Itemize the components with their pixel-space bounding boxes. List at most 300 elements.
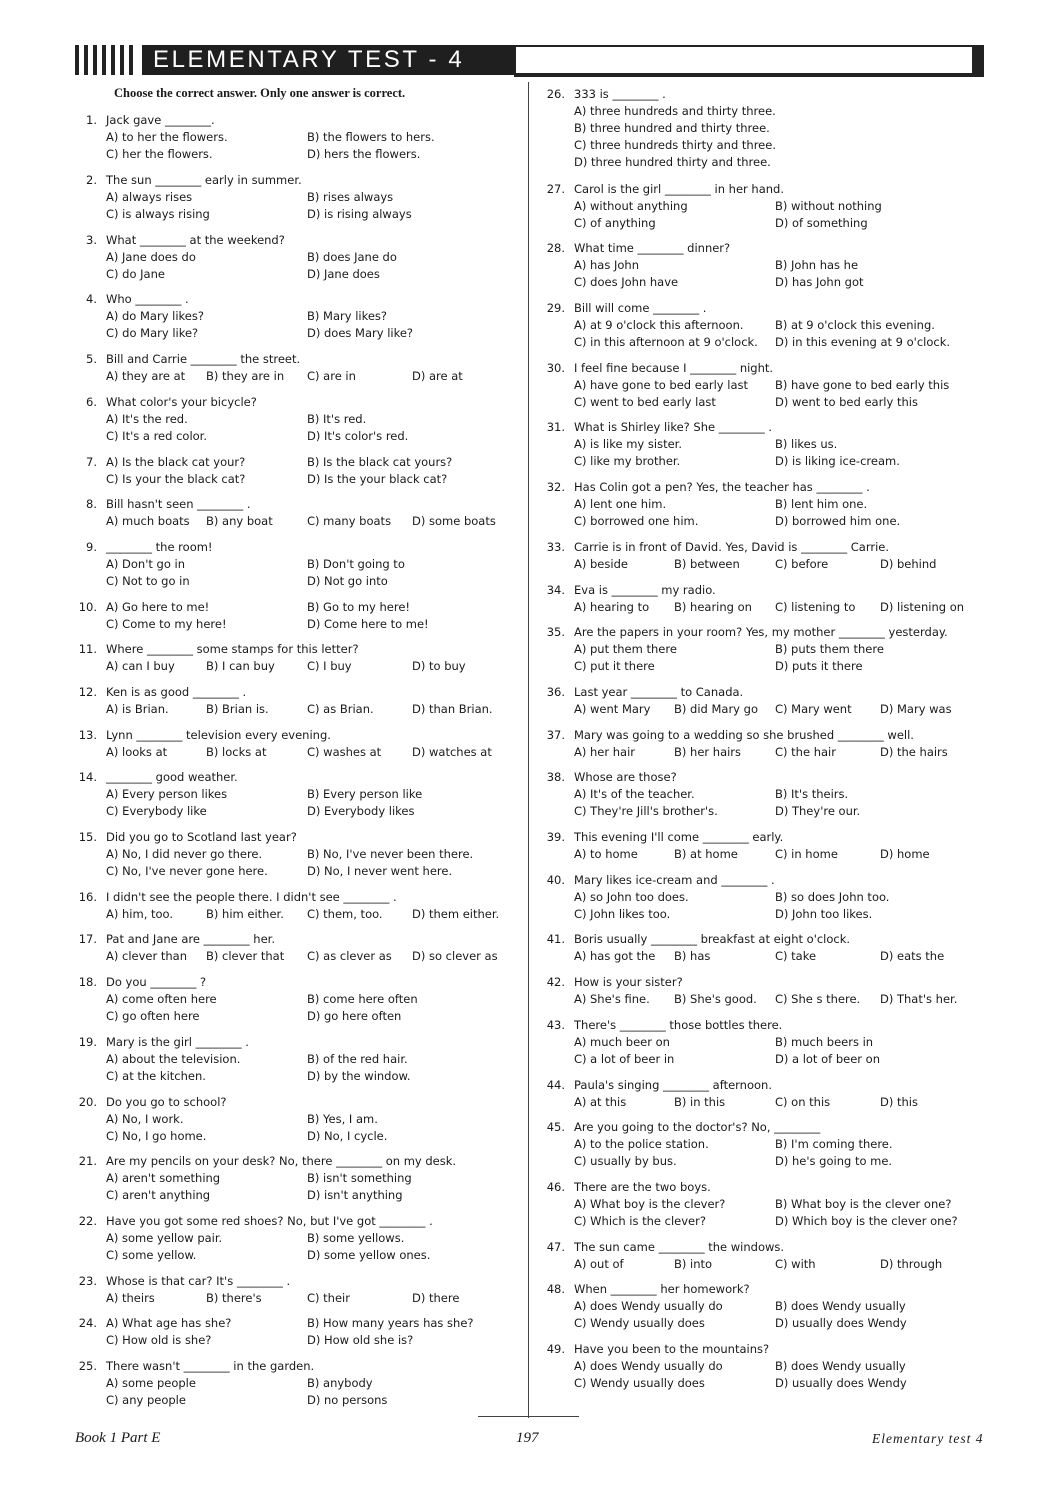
question-31 [543,419,988,473]
answer-option-a[interactable]: A) to the police station. [574,1137,709,1151]
title-bar-frame [514,45,984,77]
question-28 [543,240,988,294]
answer-option-b[interactable]: B) Is the black cat yours? [307,455,453,469]
question-stem: Do you ________ ? [106,975,207,989]
answer-option-c[interactable]: C) Wendy usually does [574,1316,705,1330]
answer-option-a[interactable]: A) some yellow pair. [106,1231,223,1245]
answer-option-c[interactable]: C) on this [775,1095,831,1109]
answer-option-c[interactable]: C) at the kitchen. [106,1069,206,1083]
question-stem: Mary likes ice-cream and ________ . [574,873,775,887]
question-number: 5. [86,352,97,366]
answer-option-d[interactable]: D) It's color's red. [307,429,409,443]
question-43 [543,1017,988,1071]
answer-option-c[interactable]: C) Not to go in [106,574,190,588]
question-stem: There are the two boys. [574,1180,711,1194]
answer-option-b[interactable]: B) into [674,1257,713,1271]
answer-option-c[interactable]: C) Mary went [775,702,852,716]
question-stem: Who ________ . [106,292,189,306]
answer-option-d[interactable]: D) borrowed him one. [775,514,901,528]
answer-option-b[interactable]: B) John has he [775,258,859,272]
answer-option-b[interactable]: B) hearing on [674,600,752,614]
answer-option-d[interactable]: D) isn't anything [307,1188,403,1202]
answer-option-a[interactable]: A) to her the flowers. [106,130,228,144]
answer-option-a[interactable]: A) has got the [574,949,656,963]
answer-option-a[interactable]: A) Don't go in [106,557,185,571]
answer-option-a[interactable]: A) aren't something [106,1171,221,1185]
answer-option-b[interactable]: B) Yes, I am. [307,1112,378,1126]
answer-option-c[interactable]: C) went to bed early last [574,395,716,409]
question-stem: I feel fine because I ________ night. [574,361,774,375]
answer-option-a[interactable]: A) does Wendy usually do [574,1359,723,1373]
answer-option-a[interactable]: A) put them there [574,642,677,656]
question-number: 26. [546,87,565,101]
answer-option-a[interactable]: A) is like my sister. [574,437,682,451]
question-21 [75,1153,515,1207]
answer-option-b[interactable]: B) Every person like [307,787,423,801]
question-40 [543,872,988,926]
question-number: 38. [546,770,565,784]
answer-option-c[interactable]: C) Everybody like [106,804,207,818]
answer-option-d[interactable]: D) so clever as [412,949,498,963]
answer-option-c[interactable]: C) They're Jill's brother's. [574,804,718,818]
question-number: 39. [546,830,565,844]
answer-option-b[interactable]: B) him either. [206,907,284,921]
answer-option-c[interactable]: C) No, I've never gone here. [106,864,268,878]
answer-option-d[interactable]: D) in this evening at 9 o'clock. [775,335,951,349]
answer-option-a[interactable]: A) clever than [106,949,187,963]
answer-option-b[interactable]: B) in this [674,1095,726,1109]
answer-option-b[interactable]: B) at 9 o'clock this evening. [775,318,935,332]
answer-option-b[interactable]: B) She's good. [674,992,757,1006]
question-stem: I didn't see the people there. I didn't see ________ . [106,890,397,904]
answer-option-b[interactable]: B) No, I've never been there. [307,847,474,861]
question-22 [75,1213,515,1267]
answer-option-d[interactable]: D) by the window. [307,1069,411,1083]
answer-option-a[interactable]: A) about the television. [106,1052,241,1066]
question-stem: How is your sister? [574,975,683,989]
answer-option-c[interactable]: C) No, I go home. [106,1129,207,1143]
answer-option-a[interactable]: A) do Mary likes? [106,309,204,323]
question-26 [543,86,988,174]
answer-option-c[interactable]: C) in home [775,847,838,861]
answer-option-b[interactable]: B) puts them there [775,642,884,656]
answer-option-c[interactable]: C) three hundreds thirty and three. [574,138,776,152]
answer-option-b[interactable]: B) her hairs [674,745,742,759]
answer-option-a[interactable]: A) Go here to me! [106,600,210,614]
question-number: 34. [546,583,565,597]
answer-option-c[interactable]: C) do Mary like? [106,326,199,340]
answer-option-d[interactable]: D) No, I cycle. [307,1129,388,1143]
answer-option-a[interactable]: A) her hair [574,745,636,759]
answer-option-a[interactable]: A) looks at [106,745,168,759]
answer-option-d[interactable]: D) of something [775,216,868,230]
question-3 [75,232,515,286]
answer-option-a[interactable]: A) She's fine. [574,992,650,1006]
answer-option-b[interactable]: B) there's [206,1291,262,1305]
answer-option-c[interactable]: C) Is your the black cat? [106,472,246,486]
answer-option-a[interactable]: A) beside [574,557,628,571]
question-stem: There wasn't ________ in the garden. [106,1359,315,1373]
footer-book: Book 1 Part E [75,1430,161,1446]
answer-option-c[interactable]: C) John likes too. [574,907,671,921]
answer-option-c[interactable]: C) I buy [307,659,352,673]
question-number: 43. [546,1018,565,1032]
answer-option-d[interactable]: D) go here often [307,1009,402,1023]
question-number: 30. [546,361,565,375]
answer-option-d[interactable]: D) he's going to me. [775,1154,893,1168]
answer-option-c[interactable]: C) like my brother. [574,454,681,468]
question-number: 17. [78,932,97,946]
answer-option-a[interactable]: A) Every person likes [106,787,228,801]
answer-option-a[interactable]: A) No, I work. [106,1112,184,1126]
answer-option-a[interactable]: A) to home [574,847,638,861]
answer-option-a[interactable]: A) It's of the teacher. [574,787,695,801]
answer-option-a[interactable]: A) theirs [106,1291,155,1305]
answer-option-d[interactable]: D) some boats [412,514,496,528]
answer-option-b[interactable]: B) does Wendy usually [775,1299,906,1313]
question-number: 29. [546,301,565,315]
question-number: 33. [546,540,565,554]
answer-option-c[interactable]: C) Wendy usually does [574,1376,705,1390]
question-49 [543,1341,988,1395]
question-number: 16. [78,890,97,904]
answer-option-b[interactable]: B) lent him one. [775,497,868,511]
answer-option-b[interactable]: B) anybody [307,1376,373,1390]
question-25 [75,1358,515,1412]
answer-option-a[interactable]: A) so John too does. [574,890,689,904]
answer-option-a[interactable]: A) out of [574,1257,624,1271]
answer-option-c[interactable]: C) usually by bus. [574,1154,677,1168]
question-number: 9. [86,540,97,554]
answer-option-b[interactable]: B) have gone to bed early this [775,378,950,392]
answer-option-a[interactable]: A) hearing to [574,600,650,614]
question-stem: Where ________ some stamps for this letter? [106,642,359,656]
answer-option-a[interactable]: A) Is the black cat your? [106,455,246,469]
answer-option-b[interactable]: B) without nothing [775,199,882,213]
answer-option-b[interactable]: B) It's red. [307,412,367,426]
question-stem: Eva is ________ my radio. [574,583,716,597]
bottom-rule [478,1416,579,1417]
answer-option-a[interactable]: A) What boy is the clever? [574,1197,726,1211]
answer-option-d[interactable]: D) a lot of beer on [775,1052,880,1066]
question-stem: ________ the room! [106,540,213,554]
answer-option-a[interactable]: A) has John [574,258,639,272]
answer-option-a[interactable]: A) have gone to bed early last [574,378,749,392]
answer-option-a[interactable]: A) always rises [106,190,193,204]
question-number: 8. [86,497,97,511]
question-stem: The sun ________ early in summer. [106,173,302,187]
answer-option-d[interactable]: D) has John got [775,275,864,289]
question-48 [543,1281,988,1335]
question-20 [75,1094,515,1148]
answer-option-a[interactable]: A) much boats [106,514,190,528]
answer-option-c[interactable]: C) a lot of beer in [574,1052,675,1066]
question-number: 36. [546,685,565,699]
question-stem: Whose is that car? It's ________ . [106,1274,291,1288]
answer-option-d[interactable]: D) the hairs [880,745,948,759]
question-number: 19. [78,1035,97,1049]
answer-option-b[interactable]: B) Mary likes? [307,309,388,323]
answer-option-d[interactable]: D) Which boy is the clever one? [775,1214,958,1228]
question-stem: What color's your bicycle? [106,395,257,409]
question-46 [543,1179,988,1233]
question-number: 35. [546,625,565,639]
answer-option-c[interactable]: C) Come to my here! [106,617,227,631]
answer-option-b[interactable]: B) three hundred and thirty three. [574,121,770,135]
answer-option-c[interactable]: C) some yellow. [106,1248,197,1262]
question-number: 21. [78,1154,97,1168]
answer-option-d[interactable]: D) Is the your black cat? [307,472,448,486]
answer-option-b[interactable]: B) Don't going to [307,557,405,571]
answer-option-a[interactable]: A) him, too. [106,907,174,921]
column-divider [528,82,529,1418]
question-stem: Paula's singing ________ afternoon. [574,1078,772,1092]
answer-option-b[interactable]: B) they are in [206,369,285,383]
question-number: 44. [546,1078,565,1092]
answer-option-c[interactable]: C) put it there [574,659,655,673]
answer-option-c[interactable]: C) as Brian. [307,702,374,716]
question-stem: Are the papers in your room? Yes, my mother ________ yesterday. [574,625,948,639]
instruction-text: Choose the correct answer. Only one answer is correct. [114,86,406,100]
question-number: 14. [78,770,97,784]
answer-option-d[interactable]: D) them either. [412,907,500,921]
question-38 [543,769,988,823]
answer-option-c[interactable]: C) does John have [574,275,679,289]
question-number: 1. [86,113,97,127]
answer-option-a[interactable]: A) What age has she? [106,1316,232,1330]
answer-option-a[interactable]: A) at 9 o'clock this afternoon. [574,318,744,332]
answer-option-b[interactable]: B) much beers in [775,1035,874,1049]
answer-option-b[interactable]: B) between [674,557,740,571]
question-stem: Are you going to the doctor's? No, ________ [574,1120,821,1134]
answer-option-c[interactable]: C) go often here [106,1009,200,1023]
answer-option-d[interactable]: D) three hundred thirty and three. [574,155,771,169]
question-35 [543,624,988,678]
answer-option-c[interactable]: C) before [775,557,829,571]
answer-option-a[interactable]: A) they are at [106,369,186,383]
question-9 [75,539,515,593]
question-number: 42. [546,975,565,989]
answer-option-d[interactable]: D) behind [880,557,937,571]
answer-option-b[interactable]: B) locks at [206,745,267,759]
question-number: 28. [546,241,565,255]
question-stem: Carol is the girl ________ in her hand. [574,182,785,196]
question-14 [75,769,515,823]
answer-option-b[interactable]: B) the flowers to hers. [307,130,435,144]
answer-option-c[interactable]: C) She s there. [775,992,861,1006]
question-stem: 333 is ________ . [574,87,666,101]
answer-option-d[interactable]: D) That's her. [880,992,958,1006]
answer-option-b[interactable]: B) does Jane do [307,250,397,264]
answer-option-a[interactable]: A) Jane does do [106,250,196,264]
answer-option-d[interactable]: D) is rising always [307,207,412,221]
answer-option-d[interactable]: D) than Brian. [412,702,493,716]
answer-option-b[interactable]: B) clever that [206,949,285,963]
question-19 [75,1034,515,1088]
question-45 [543,1119,988,1173]
answer-option-b[interactable]: B) I'm coming there. [775,1137,893,1151]
answer-option-c[interactable]: C) Which is the clever? [574,1214,706,1228]
question-stem: Carrie is in front of David. Yes, David is ________ Carrie. [574,540,889,554]
answer-option-d[interactable]: D) watches at [412,745,492,759]
answer-option-d[interactable]: D) through [880,1257,943,1271]
answer-option-c[interactable]: C) are in [307,369,356,383]
answer-option-c[interactable]: C) do Jane [106,267,165,281]
question-number: 20. [78,1095,97,1109]
question-1 [75,112,515,166]
question-27 [543,181,988,235]
answer-option-d[interactable]: D) eats the [880,949,945,963]
answer-option-b[interactable]: B) I can buy [206,659,275,673]
answer-option-d[interactable]: D) does Mary like? [307,326,414,340]
answer-option-d[interactable]: D) John too likes. [775,907,873,921]
question-number: 6. [86,395,97,409]
answer-option-c[interactable]: C) borrowed one him. [574,514,699,528]
answer-option-c[interactable]: C) washes at [307,745,382,759]
question-number: 45. [546,1120,565,1134]
answer-option-d[interactable]: D) no persons [307,1393,388,1407]
answer-option-d[interactable]: D) are at [412,369,463,383]
question-number: 10. [78,600,97,614]
question-stem: Mary is the girl ________ . [106,1035,249,1049]
question-number: 40. [546,873,565,887]
question-stem: Did you go to Scotland last year? [106,830,297,844]
question-stem: When ________ her homework? [574,1282,750,1296]
answer-option-b[interactable]: B) What boy is the clever one? [775,1197,952,1211]
answer-option-d[interactable]: D) usually does Wendy [775,1316,907,1330]
answer-option-b[interactable]: B) of the red hair. [307,1052,408,1066]
answer-option-b[interactable]: B) isn't something [307,1171,412,1185]
question-stem: What time ________ dinner? [574,241,731,255]
answer-option-b[interactable]: B) likes us. [775,437,838,451]
answer-option-b[interactable]: B) It's theirs. [775,787,849,801]
question-30 [543,360,988,414]
answer-option-c[interactable]: C) is always rising [106,207,210,221]
question-stem: There's ________ those bottles there. [574,1018,783,1032]
answer-option-c[interactable]: C) with [775,1257,816,1271]
answer-option-d[interactable]: D) some yellow ones. [307,1248,431,1262]
question-number: 27. [546,182,565,196]
answer-option-d[interactable]: D) Not go into [307,574,388,588]
answer-option-d[interactable]: D) hers the flowers. [307,147,421,161]
answer-option-b[interactable]: B) How many years has she? [307,1316,474,1330]
answer-option-c[interactable]: C) their [307,1291,350,1305]
answer-option-c[interactable]: C) many boats [307,514,392,528]
question-stem: Jack gave ________. [106,113,215,127]
question-number: 47. [546,1240,565,1254]
answer-option-d[interactable]: D) usually does Wendy [775,1376,907,1390]
question-stem: Ken is as good ________ . [106,685,247,699]
answer-option-a[interactable]: A) much beer on [574,1035,670,1049]
question-stem: Boris usually ________ breakfast at eight o'clock. [574,932,851,946]
answer-option-d[interactable]: D) is liking ice-cream. [775,454,900,468]
answer-option-b[interactable]: B) at home [674,847,738,861]
question-number: 41. [546,932,565,946]
answer-option-c[interactable]: C) the hair [775,745,836,759]
answer-option-d[interactable]: D) They're our. [775,804,861,818]
answer-option-c[interactable]: C) of anything [574,216,656,230]
question-stem: Lynn ________ television every evening. [106,728,331,742]
answer-option-d[interactable]: D) Mary was [880,702,952,716]
answer-option-d[interactable]: D) to buy [412,659,466,673]
answer-option-d[interactable]: D) listening on [880,600,965,614]
answer-option-b[interactable]: B) did Mary go [674,702,758,716]
answer-option-d[interactable]: D) there [412,1291,460,1305]
answer-option-b[interactable]: B) any boat [206,514,273,528]
answer-option-d[interactable]: D) Jane does [307,267,380,281]
answer-option-b[interactable]: B) some yellows. [307,1231,405,1245]
answer-option-b[interactable]: B) Brian is. [206,702,269,716]
answer-option-d[interactable]: D) How old she is? [307,1333,414,1347]
answer-option-a[interactable]: A) at this [574,1095,627,1109]
answer-option-a[interactable]: A) can I buy [106,659,175,673]
question-stem: Bill hasn't seen ________ . [106,497,251,511]
answer-option-d[interactable]: D) Everybody likes [307,804,415,818]
question-number: 46. [546,1180,565,1194]
answer-option-c[interactable]: C) How old is she? [106,1333,212,1347]
question-number: 25. [78,1359,97,1373]
question-stem: Have you been to the mountains? [574,1342,770,1356]
answer-option-b[interactable]: B) Go to my here! [307,600,411,614]
answer-option-a[interactable]: A) lent one him. [574,497,667,511]
answer-option-c[interactable]: C) any people [106,1393,186,1407]
question-stem: This evening I'll come ________ early. [574,830,784,844]
question-2 [75,172,515,226]
answer-option-a[interactable]: A) does Wendy usually do [574,1299,723,1313]
answer-option-c[interactable]: C) It's a red color. [106,429,208,443]
answer-option-d[interactable]: D) No, I never went here. [307,864,453,878]
answer-option-c[interactable]: C) aren't anything [106,1188,211,1202]
answer-option-a[interactable]: A) without anything [574,199,688,213]
answer-option-b[interactable]: B) has [674,949,711,963]
answer-option-d[interactable]: D) went to bed early this [775,395,918,409]
question-4 [75,291,515,345]
answer-option-d[interactable]: D) Come here to me! [307,617,429,631]
answer-option-a[interactable]: A) It's the red. [106,412,188,426]
question-29 [543,300,988,354]
answer-option-a[interactable]: A) come often here [106,992,217,1006]
question-number: 12. [78,685,97,699]
answer-option-d[interactable]: D) this [880,1095,918,1109]
answer-option-b[interactable]: B) so does John too. [775,890,890,904]
question-32 [543,479,988,533]
question-number: 31. [546,420,565,434]
answer-option-b[interactable]: B) come here often [307,992,418,1006]
answer-option-b[interactable]: B) rises always [307,190,394,204]
page-title: ELEMENTARY TEST - 4 [153,46,465,73]
answer-option-a[interactable]: A) went Mary [574,702,651,716]
answer-option-d[interactable]: D) puts it there [775,659,863,673]
answer-option-c[interactable]: C) them, too. [307,907,383,921]
question-number: 18. [78,975,97,989]
answer-option-c[interactable]: C) in this afternoon at 9 o'clock. [574,335,758,349]
answer-option-c[interactable]: C) listening to [775,600,856,614]
answer-option-c[interactable]: C) take [775,949,817,963]
answer-option-c[interactable]: C) her the flowers. [106,147,213,161]
answer-option-b[interactable]: B) does Wendy usually [775,1359,906,1373]
question-number: 32. [546,480,565,494]
footer-test-name: Elementary test 4 [872,1431,984,1446]
answer-option-a[interactable]: A) No, I did never go there. [106,847,263,861]
question-number: 7. [86,455,97,469]
header-stripes [75,45,139,75]
answer-option-a[interactable]: A) three hundreds and thirty three. [574,104,776,118]
answer-option-a[interactable]: A) is Brian. [106,702,169,716]
answer-option-a[interactable]: A) some people [106,1376,196,1390]
answer-option-c[interactable]: C) as clever as [307,949,392,963]
answer-option-d[interactable]: D) home [880,847,930,861]
question-number: 11. [78,642,97,656]
